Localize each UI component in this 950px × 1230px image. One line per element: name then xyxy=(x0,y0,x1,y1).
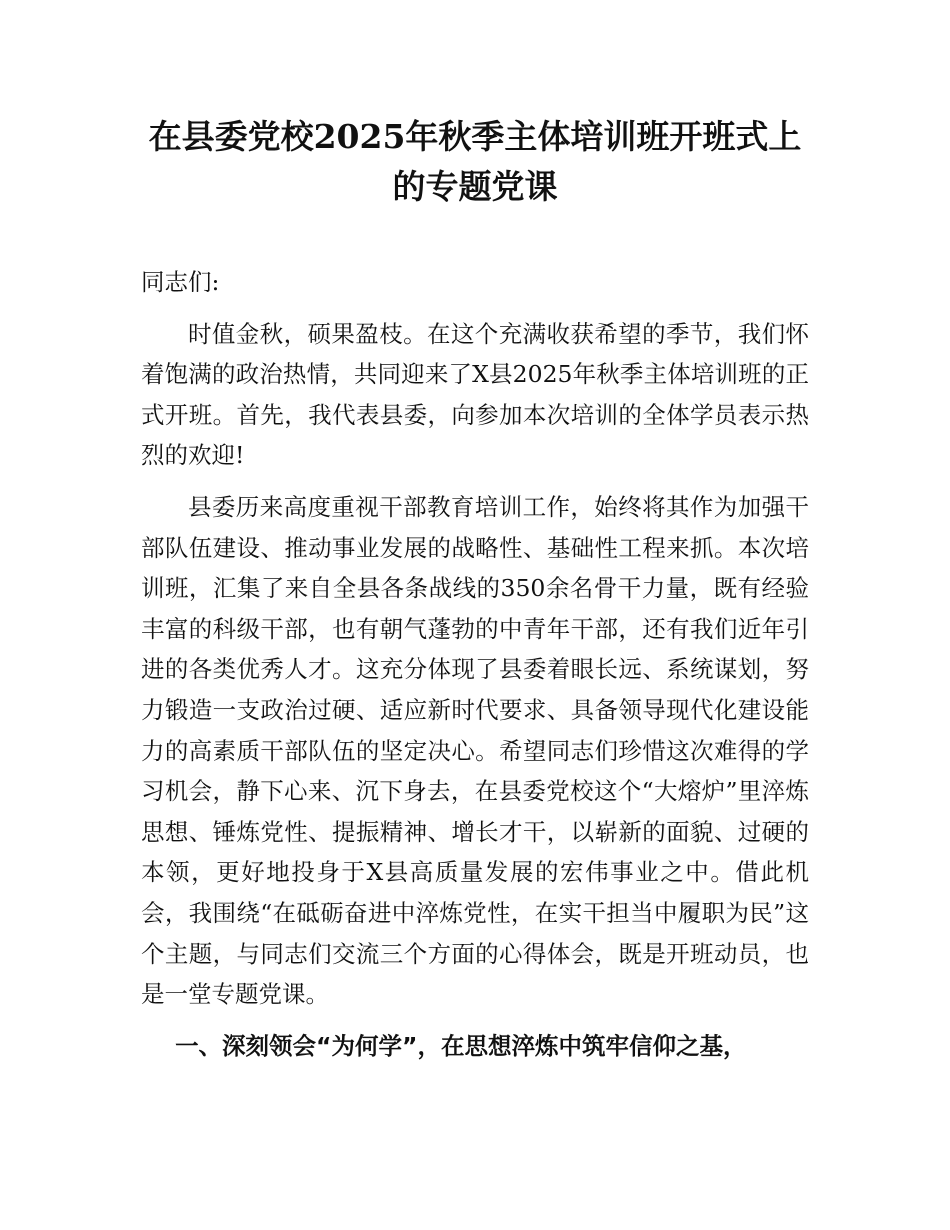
document-title xyxy=(130,112,820,212)
title-line-2: 的专题党课 xyxy=(392,167,558,206)
title-line-1: 在县委党校2025年秋季主体培训班开班式上 xyxy=(148,117,802,156)
salutation: 同志们: xyxy=(141,268,220,296)
section-heading: 一、深刻领会“为何学”，在思想淬炼中筑牢信仰之基， xyxy=(175,1031,747,1060)
paragraph-welcome: 时值金秋，硕果盈枝。在这个充满收获希望的季节，我们怀着饱满的政治热情，共同迎来了X县2025年秋季主体培训班的正式开班。首先，我代表县委，向参加本次培训的全体学员表示热烈的欢迎! xyxy=(141,319,809,470)
document-body xyxy=(141,262,809,1077)
paragraph-introduction: 县委历来高度重视干部教育培训工作，始终将其作为加强干部队伍建设、推动事业发展的战略性、基础性工程来抓。本次培训班，汇集了来自全县各条战线的350余名骨干力量，既有经验丰富的科级干部，也有朝气蓬勃的中青年干部，还有我们近年引进的各类优秀人才。这充分体现了县委着眼长远、系统谋划，努力锻造一支政治过硬、适应新时代要求、具备领导现代化建设能力的高素质干部队伍的坚定决心。希望同志们珍惜这次难得的学习机会，静下心来、沉下身去，在县委党校这个“大熔炉”里淬炼思想、锤炼党性、提振精神、增长才干，以崭新的面貌、过硬的本领，更好地投身于X县高质量发展的宏伟事业之中。借此机会，我围绕“在砥砺奋进中淬炼党性，在实干担当中履职为民”这个主题，与同志们交流三个方面的心得体会，既是开班动员，也是一堂专题党课。 xyxy=(141,492,809,1009)
